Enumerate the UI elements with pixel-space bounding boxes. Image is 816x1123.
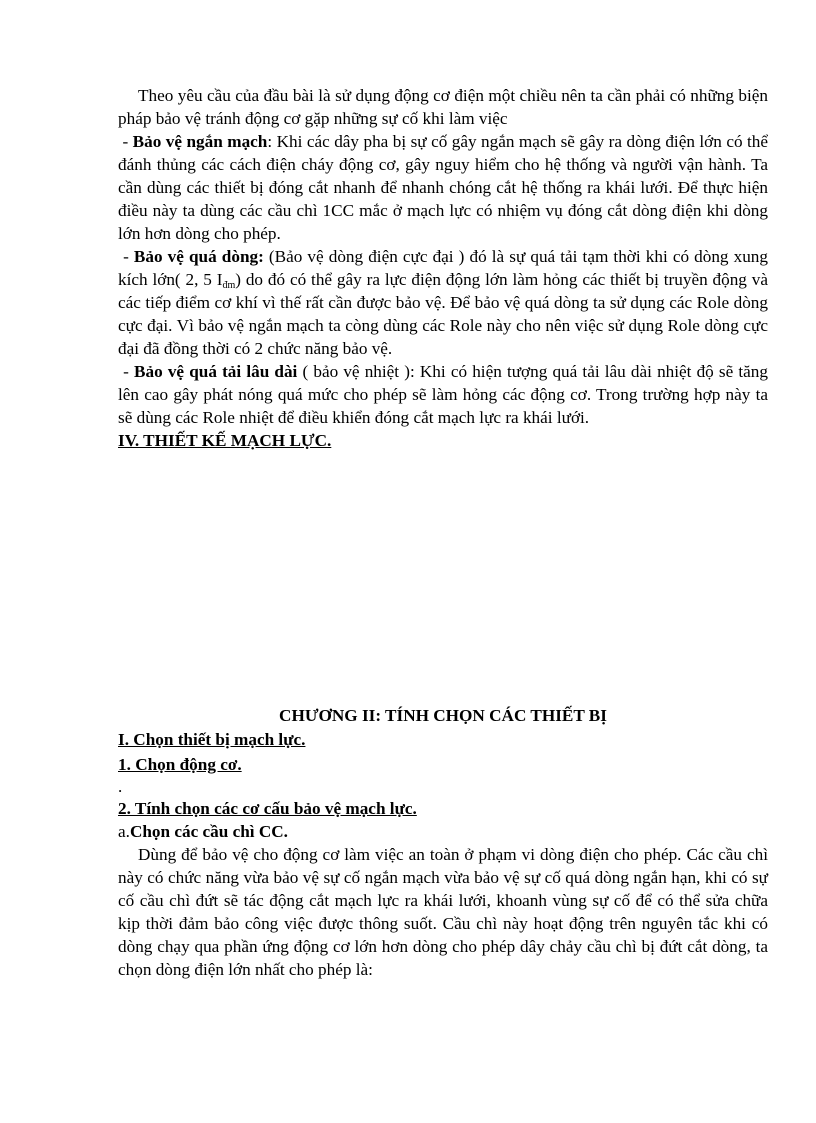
chapter-title: CHƯƠNG II: TÍNH CHỌN CÁC THIẾT BỊ	[279, 706, 607, 725]
short-circuit-text: : Khi các dây pha bị sự cố gây ngắn mạch sẽ gây ra dòng điện lớn có thể đánh thủng các cách điện cháy động cơ, gây nguy hiểm cho hệ thống và người vận hành. Ta cần dùng các thiết bị đóng cắt nhanh để nhanh chóng cắt hệ thống ra khái lưới. Để thực hiện điều này ta dùng các cầu chì 1CC mắc ở mạch lực có nhiệm vụ đóng cắt dòng điện khi dòng lớn hơn dòng cho phép.	[118, 132, 769, 243]
sub-heading-a	[118, 820, 768, 843]
heading-iv: IV. THIẾT KẾ MẠCH LỰC.	[118, 431, 332, 450]
heading-i: I. Chọn thiết bị mạch lực.	[118, 730, 306, 749]
overcurrent-subscript: đm	[222, 280, 236, 291]
overcurrent-paragraph: - Bảo vệ quá dòng: (Bảo vệ dòng điện cực đại ) đó là sự quá tải tạm thời khi có dòng xung kích lớn( 2, 5 $I_{đm}$) do đó có thể gây ra lực điện động lớn làm hỏng các thiết bị truyền động và các tiếp điểm cơ khí vì thế rất cần được bảo vệ. Để bảo vệ quá dòng ta sử dụng các Role dòng cực đại. Vì bảo vệ ngắn mạch ta còng dùng các Role này cho nên việc sử dụng Role dòng cực đại đã đồng thời có 2 chức năng bảo vệ.	[118, 247, 768, 358]
dot-line: .	[118, 777, 123, 796]
overload-label: Bảo vệ quá tải lâu dài	[134, 362, 298, 381]
overcurrent-label: Bảo vệ quá dòng:	[133, 247, 264, 266]
fuse-paragraph: Dùng để bảo vệ cho động cơ làm việc an toàn ở phạm vi dòng điện cho phép. Các cầu chì này có chức năng vừa bảo vệ sự cố ngắn mạch vừa bảo vệ sự cố quá dòng ngắn hạn, khi có sự cố cầu chì đứt sẽ tác động cắt mạch lực ra khái lưới, khoanh vùng sự cố để có thể sửa chữa kịp thời đảm bảo công việc được thông suốt. Cầu chì này hoạt động trên nguyên tắc khi có dòng chạy qua phần ứng động cơ lớn hơn dòng cho phép dây chảy cầu chì bị đứt cắt dòng, ta chọn dòng điện lớn nhất cho phép là:	[118, 845, 768, 979]
short-circuit-label: Bảo vệ ngắn mạch	[132, 132, 268, 151]
short-circuit-paragraph: - Bảo vệ ngắn mạch: Khi các dây pha bị sự cố gây ngắn mạch sẽ gây ra dòng điện lớn có thể đánh thủng các cách điện cháy động cơ, gây nguy hiểm cho hệ thống và người vận hành. Ta cần dùng các thiết bị đóng cắt nhanh để nhanh chóng cắt hệ thống ra khái lưới. Để thực hiện điều này ta dùng các cầu chì 1CC mắc ở mạch lực có nhiệm vụ đóng cắt dòng điện khi dòng lớn hơn dòng cho phép.	[118, 132, 769, 243]
intro-paragraph: Theo yêu cầu của đầu bài là sử dụng động cơ điện một chiều nên ta cần phải có những biện pháp bảo vệ tránh động cơ gặp những sự cố khi làm việc	[118, 86, 768, 128]
heading-1: 1. Chọn động cơ.	[118, 755, 242, 774]
overload-text: ( bảo vệ nhiệt ): Khi có hiện tượng quá tải lâu dài nhiệt độ sẽ tăng lên cao gây phát nóng quá mức cho phép sẽ làm hỏng các động cơ. Trong trường hợp này ta sẽ dùng các Role nhiệt để điều khiển đóng cắt mạch lực ra khái lưới.	[118, 362, 768, 427]
blank-space	[118, 452, 768, 704]
overload-paragraph: - Bảo vệ quá tải lâu dài ( bảo vệ nhiệt ): Khi có hiện tượng quá tải lâu dài nhiệt độ sẽ tăng lên cao gây phát nóng quá mức cho phép sẽ làm hỏng các động cơ. Trong trường hợp này ta sẽ dùng các Role nhiệt để điều khiển đóng cắt mạch lực ra khái lưới.	[118, 362, 768, 427]
overcurrent-text-b: ) do đó có thể gây ra lực điện động lớn làm hỏng các thiết bị truyền động và các tiếp điểm cơ khí vì thế rất cần được bảo vệ. Để bảo vệ quá dòng ta sử dụng các Role dòng cực đại. Vì bảo vệ ngắn mạch ta còng dùng các Role này cho nên việc sử dụng Role dòng cực đại đã đồng thời có 2 chức năng bảo vệ.	[118, 270, 768, 358]
document-page	[118, 84, 768, 981]
overcurrent-text-a: (Bảo vệ dòng điện cực đại ) đó là sự quá tải tạm thời khi có dòng xung kích lớn( 2, 5 I	[118, 247, 768, 289]
heading-2: 2. Tính chọn các cơ cấu bảo vệ mạch lực.	[118, 799, 417, 818]
sub-heading-a-prefix: a.	[118, 822, 130, 841]
sub-heading-a-label: Chọn các cầu chì CC.	[129, 822, 288, 841]
